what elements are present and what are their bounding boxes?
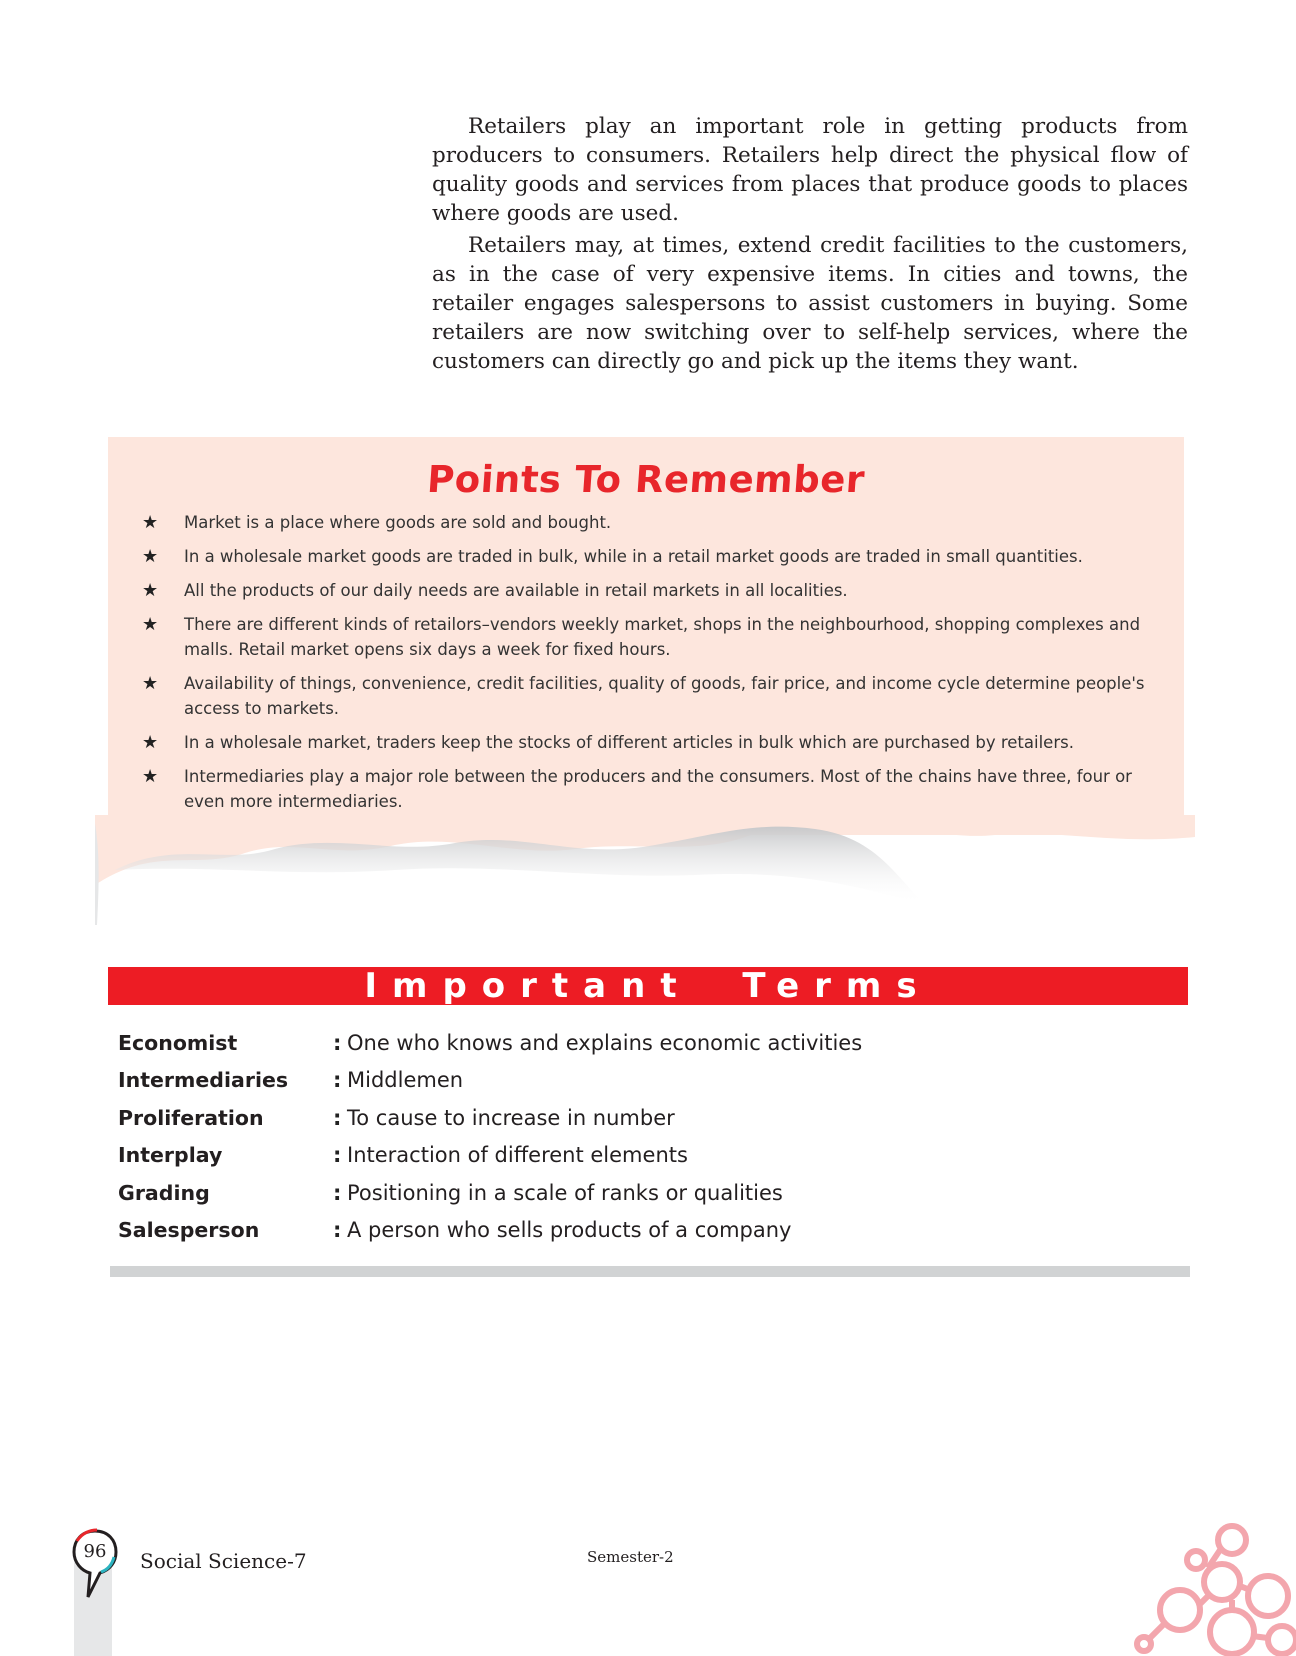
term-colon: : — [333, 1068, 342, 1093]
bubbles-decoration-icon — [1120, 1520, 1296, 1656]
star-icon: ★ — [142, 580, 159, 601]
terms-bottom-rule — [110, 1266, 1190, 1277]
term-colon: : — [333, 1030, 342, 1055]
term-definition: Positioning in a scale of ranks or qualities — [347, 1180, 783, 1205]
star-icon: ★ — [142, 614, 159, 635]
term-name: Grading — [118, 1180, 210, 1205]
term-name: Proliferation — [118, 1105, 264, 1130]
page-number: 96 — [83, 1541, 107, 1562]
points-to-remember-title: Points To Remember — [425, 458, 867, 501]
term-definition: One who knows and explains economic activities — [347, 1030, 863, 1055]
term-name: Economist — [118, 1030, 238, 1055]
term-row — [118, 1024, 1178, 1062]
term-name: Interplay — [118, 1143, 223, 1168]
book-title: Social Science-7 — [140, 1549, 307, 1573]
star-icon: ★ — [142, 673, 159, 694]
important-terms-title: Important Terms — [364, 966, 932, 1006]
term-name: Salesperson — [118, 1218, 260, 1243]
page-number-badge-icon — [70, 1527, 120, 1599]
star-icon: ★ — [142, 766, 159, 787]
list-item: ★ In a wholesale market goods are traded in bulk, while in a retail market goods are traded in small quantities. — [142, 546, 1083, 567]
list-item: ★ In a wholesale market, traders keep the stocks of different articles in bulk which are purchased by retailers. — [142, 732, 1074, 753]
star-icon: ★ — [142, 512, 159, 533]
intro-text — [432, 112, 1188, 379]
list-item: ★ Intermediaries play a major role between the producers and the consumers. Most of the chains have three, four or even more intermediaries. — [142, 766, 1132, 811]
term-row — [118, 1137, 1178, 1175]
term-definition: Middlemen — [347, 1068, 464, 1093]
term-name: Intermediaries — [118, 1068, 289, 1093]
star-icon: ★ — [142, 546, 159, 567]
semester-label: Semester-2 — [587, 1548, 674, 1566]
term-row — [118, 1174, 1178, 1212]
star-icon: ★ — [142, 732, 159, 753]
term-colon: : — [333, 1143, 342, 1168]
term-colon: : — [333, 1105, 342, 1130]
term-colon: : — [333, 1180, 342, 1205]
intro-paragraph-2: Retailers may, at times, extend credit facilities to the customers, as in the case of very expensive items. In cities and towns, the retailer engages salespersons to assist customers in buying. Some retailers are now switching over to self-help services, where the customers can directly go and pick up the items they want. — [432, 233, 1188, 374]
term-definition: Interaction of different elements — [347, 1143, 688, 1168]
list-item: ★ There are different kinds of retailors–vendors weekly market, shops in the neighbourhood, shopping complexes and malls. Retail market opens six days a week for fixed hours. — [142, 614, 1141, 659]
term-definition: A person who sells products of a company — [347, 1218, 792, 1243]
list-item: ★ All the products of our daily needs are available in retail markets in all localities. — [142, 580, 848, 601]
term-row — [118, 1212, 1178, 1250]
points-list — [140, 510, 1155, 823]
term-row — [118, 1062, 1178, 1100]
term-definition: To cause to increase in number — [347, 1105, 675, 1130]
term-row — [118, 1099, 1178, 1137]
list-item: ★ Market is a place where goods are sold and bought. — [142, 512, 612, 533]
intro-paragraph-1: Retailers play an important role in getting products from producers to consumers. Retailers help direct the physical flow of quality goods and services from places that produce goods to places where goods are used. — [432, 114, 1188, 226]
term-colon: : — [333, 1218, 342, 1243]
terms-list — [118, 1024, 1178, 1249]
important-terms-header — [108, 967, 1188, 1005]
list-item: ★ Availability of things, convenience, credit facilities, quality of goods, fair price, and income cycle determine people's access to markets. — [142, 673, 1145, 718]
torn-paper-edge — [95, 815, 1195, 925]
